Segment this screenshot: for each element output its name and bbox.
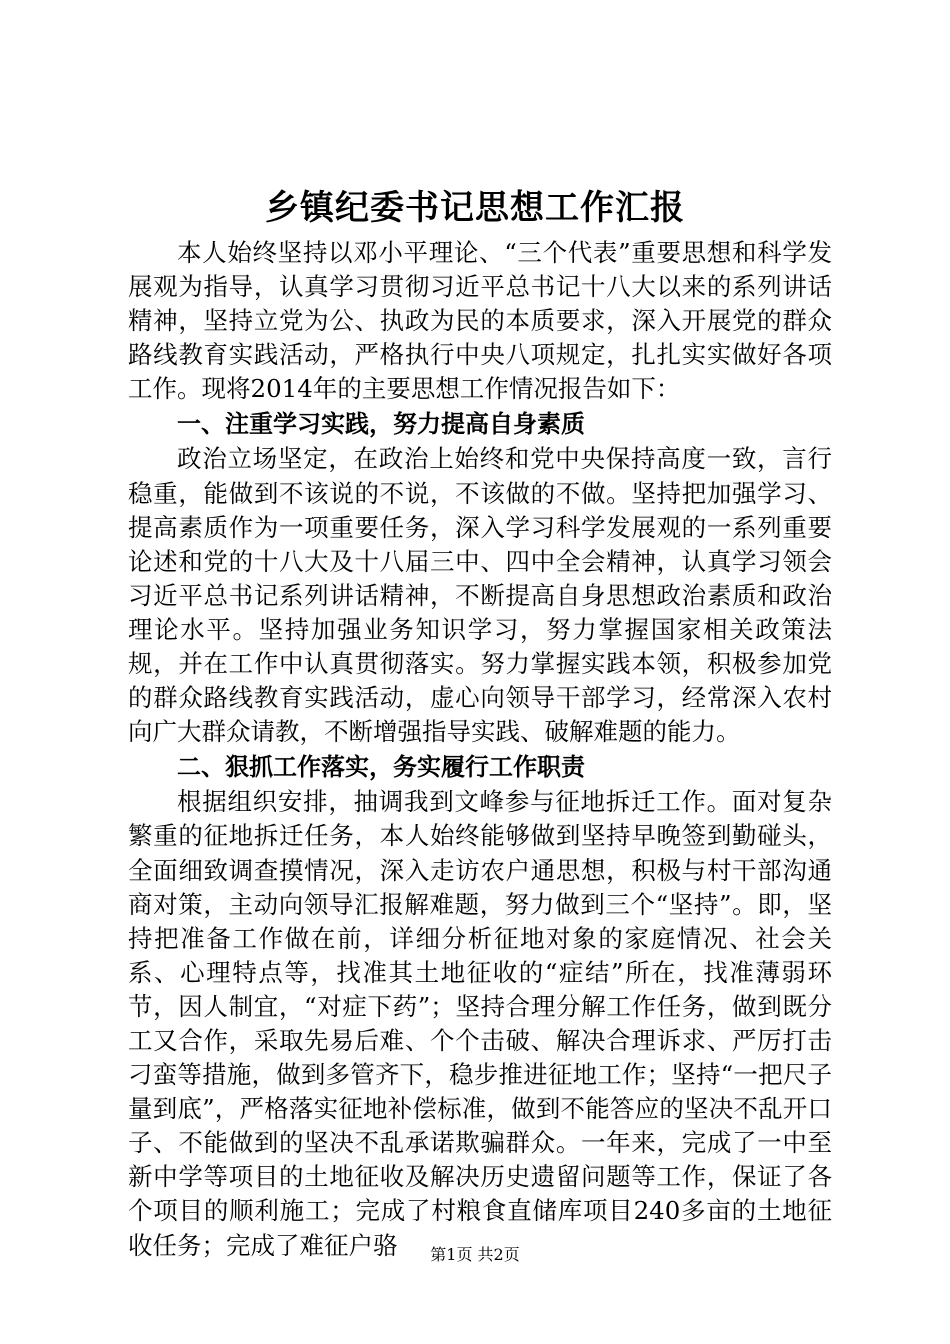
section-1-paragraph: 政治立场坚定，在政治上始终和党中央保持高度一致，言行稳重，能做到不该说的不说，不该做的不做。坚持把加强学习、提高素质作为一项重要任务，深入学习科学发展观的一系列重要论述和党的十八大及十八届三中、四中全会精神，认真学习领会习近平总书记系列讲话精神，不断提高自身思想政治素质和政治理论水平。坚持加强业务知识学习，努力掌握国家相关政策法规，并在工作中认真贯彻落实。努力掌握实践本领，积极参加党的群众路线教育实践活动，虚心向领导干部学习，经常深入农村向广大群众请教，不断增强指导实践、破解难题的能力。 [128,444,832,747]
intro-paragraph: 本人始终坚持以邓小平理论、“三个代表”重要思想和科学发展观为指导，认真学习贯彻习近平总书记十八大以来的系列讲话精神，坚持立党为公、执政为民的本质要求，深入开展党的群众路线教育实践活动，严格执行中央八项规定，扎扎实实做好各项工作。现将2014年的主要思想工作情况报告如下： [128,238,832,404]
document-body [128,236,832,1263]
document-title: 乡镇纪委书记思想工作汇报 [265,188,685,228]
section-2-heading: 二、狠抓工作落实，务实履行工作职责 [177,753,585,782]
page-number-footer: 第1页 共2页 [430,1245,520,1264]
section-1-heading: 一、注重学习实践，努力提高自身素质 [177,410,585,439]
section-2-paragraph: 根据组织安排，抽调我到文峰参与征地拆迁工作。面对复杂繁重的征地拆迁任务，本人始终能够做到坚持早晚签到勤碰头，全面细致调查摸情况，深入走访农户通思想，积极与村干部沟通商对策，主动向领导汇报解难题，努力做到三个“坚持”。即，坚持把准备工作做在前，详细分析征地对象的家庭情况、社会关系、心理特点等，找准其土地征收的“症结”所在，找准薄弱环节，因人制宜，“对症下药”；坚持合理分解工作任务，做到既分工又合作，采取先易后难、个个击破、解决合理诉求、严厉打击刁蛮等措施，做到多管齐下，稳步推进征地工作；坚持“一把尺子量到底”，严格落实征地补偿标准，做到不能答应的坚决不乱开口子、不能做到的坚决不乱承诺欺骗群众。一年来，完成了一中至新中学等项目的土地征收及解决历史遗留问题等工作，保证了各个项目的顺利施工；完成了村粮食直储库项目240多亩的土地征收任务；完成了难征户骆 [128,787,832,1260]
